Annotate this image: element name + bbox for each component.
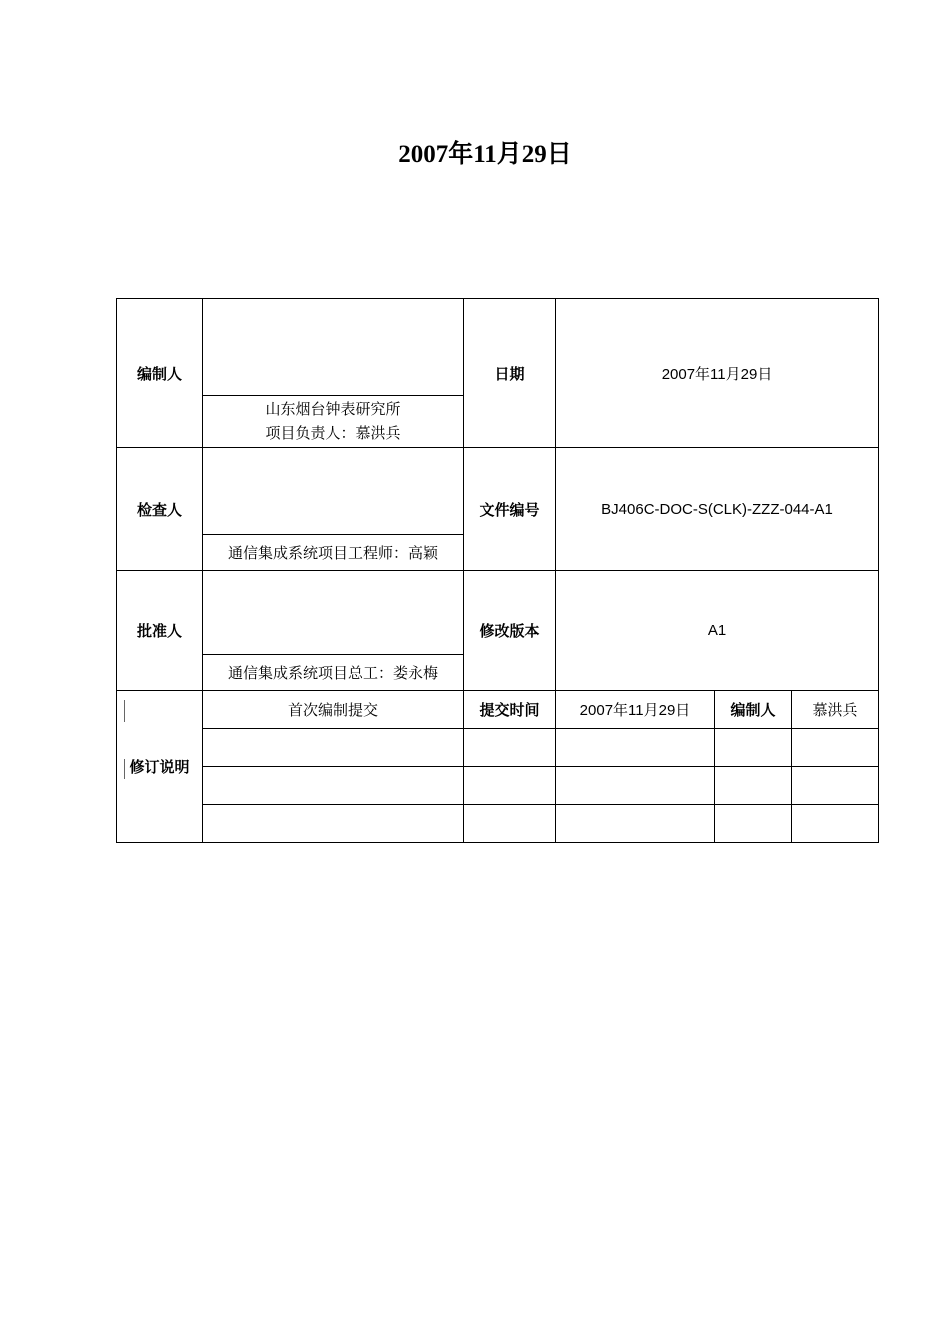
author-unit: 山东烟台钟表研究所 <box>265 401 401 418</box>
approver-signature-cell <box>203 571 464 655</box>
approver-label: 批准人 <box>117 571 203 691</box>
revision-desc <box>203 767 464 805</box>
approver-person: 通信集成系统项目总工：娄永梅 <box>203 655 464 691</box>
revision-author-label <box>715 805 792 843</box>
checker-label: 检查人 <box>117 448 203 571</box>
revision-label: 修订说明 <box>129 759 190 776</box>
version-value: A1 <box>556 571 879 691</box>
revision-submit-label: 提交时间 <box>464 691 556 729</box>
revision-author <box>792 805 879 843</box>
revision-submit-date <box>556 805 715 843</box>
revision-author: 慕洪兵 <box>792 691 879 729</box>
date-label: 日期 <box>464 299 556 448</box>
checker-person: 通信集成系统项目工程师：高颖 <box>203 535 464 571</box>
version-label: 修改版本 <box>464 571 556 691</box>
revision-submit-label <box>464 729 556 767</box>
author-label: 编制人 <box>117 299 203 448</box>
revision-label-cell <box>117 691 203 843</box>
checker-signature-cell <box>203 448 464 535</box>
revision-submit-date <box>556 729 715 767</box>
author-info-cell <box>203 396 464 448</box>
revision-marker <box>124 700 125 722</box>
revision-desc <box>203 729 464 767</box>
doc-no-label: 文件编号 <box>464 448 556 571</box>
document-info-table <box>116 298 879 843</box>
date-value: 2007年11月29日 <box>556 299 879 448</box>
revision-marker <box>124 759 125 779</box>
revision-desc: 首次编制提交 <box>203 691 464 729</box>
revision-submit-label <box>464 767 556 805</box>
revision-submit-date <box>556 767 715 805</box>
revision-author-label <box>715 729 792 767</box>
revision-author-label <box>715 767 792 805</box>
revision-author <box>792 767 879 805</box>
revision-desc <box>203 805 464 843</box>
revision-submit-date: 2007年11月29日 <box>556 691 715 729</box>
author-signature-cell <box>203 299 464 396</box>
revision-author <box>792 729 879 767</box>
author-person: 项目负责人：慕洪兵 <box>265 425 401 442</box>
page-date: 2007年11月29日 <box>398 141 572 168</box>
revision-author-label: 编制人 <box>715 691 792 729</box>
revision-submit-label <box>464 805 556 843</box>
doc-no-value: BJ406C-DOC-S(CLK)-ZZZ-044-A1 <box>556 448 879 571</box>
